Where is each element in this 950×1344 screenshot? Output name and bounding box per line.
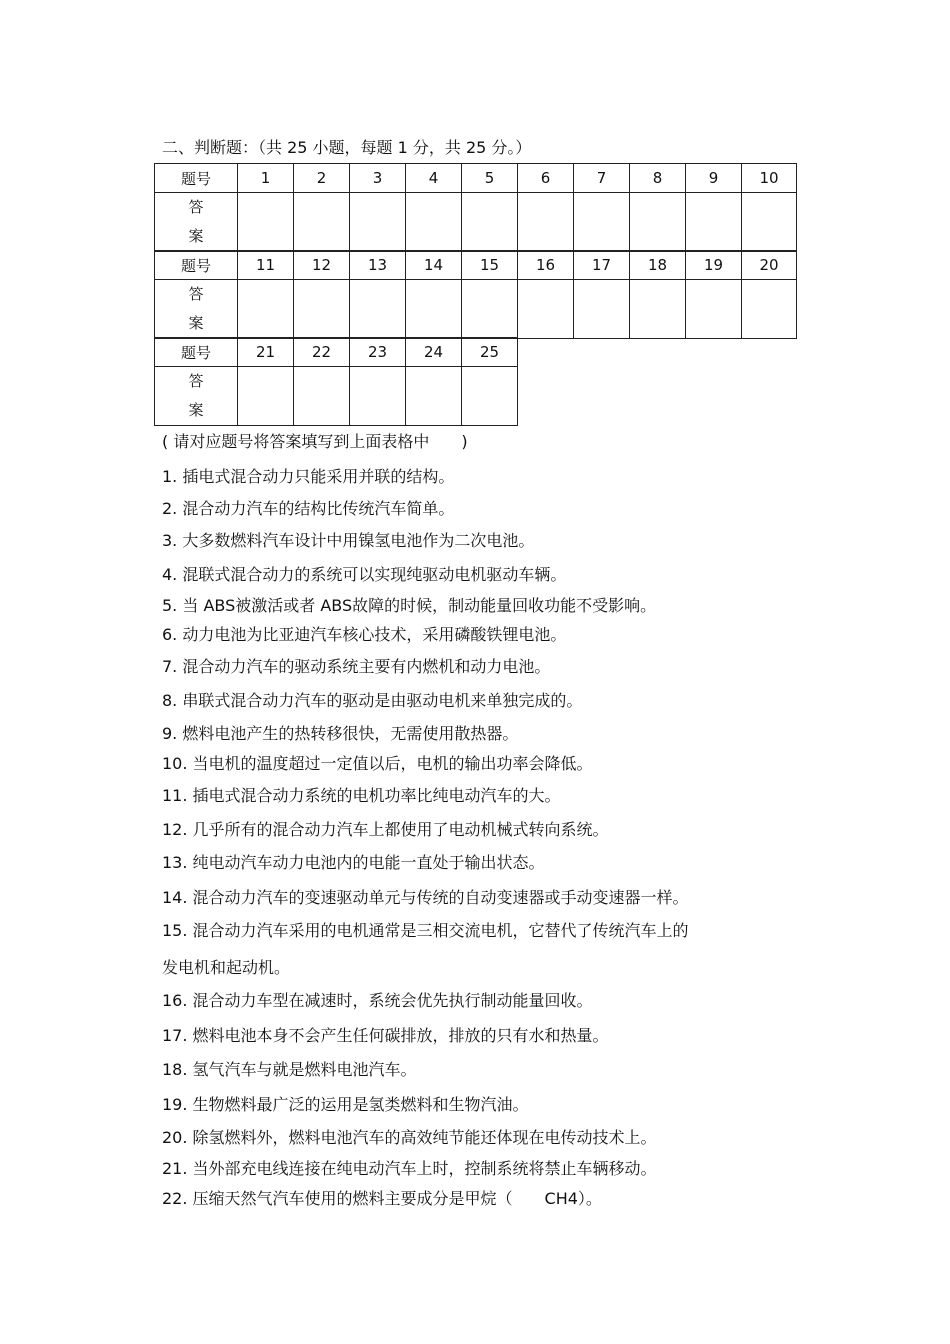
question-number-cell: 18 (630, 251, 686, 280)
answer-cell-20[interactable] (742, 280, 797, 339)
question-item: 16. 混合动力车型在减速时，系统会优先执行制动能量回收。 (162, 991, 593, 1010)
answer-label-line2: 案 (188, 401, 204, 419)
question-number-cell: 23 (350, 338, 406, 367)
answer-cell-16[interactable] (518, 280, 574, 339)
question-number-cell: 5 (462, 164, 518, 193)
question-number-row (155, 251, 797, 280)
header-label: 题号 (155, 251, 238, 280)
question-number-cell: 16 (518, 251, 574, 280)
question-item: 22. 压缩天然气汽车使用的燃料主要成分是甲烷（ CH4）。 (162, 1189, 602, 1208)
answer-cell-14[interactable] (406, 280, 462, 339)
question-item: 发电机和起动机。 (162, 958, 291, 977)
question-number-cell: 25 (462, 338, 518, 367)
instruction-note: ( 请对应题号将答案填写到上面表格中 ) (162, 432, 468, 451)
answer-label-line1: 答 (188, 285, 204, 303)
question-number-cell: 13 (350, 251, 406, 280)
question-number-cell: 2 (294, 164, 350, 193)
answer-cell-9[interactable] (686, 193, 742, 252)
answer-cell-21[interactable] (238, 367, 294, 426)
question-number-cell: 22 (294, 338, 350, 367)
question-item: 1. 插电式混合动力只能采用并联的结构。 (162, 467, 455, 486)
answer-label-line2: 案 (188, 227, 204, 245)
answer-cell-17[interactable] (574, 280, 630, 339)
answer-cell-24[interactable] (406, 367, 462, 426)
question-number-row (155, 338, 518, 367)
answer-cell-12[interactable] (294, 280, 350, 339)
question-number-cell: 10 (742, 164, 797, 193)
question-item: 12. 几乎所有的混合动力汽车上都使用了电动机械式转向系统。 (162, 820, 609, 839)
answer-cell-13[interactable] (350, 280, 406, 339)
question-number-cell: 9 (686, 164, 742, 193)
question-number-cell: 15 (462, 251, 518, 280)
question-item: 17. 燃料电池本身不会产生任何碳排放，排放的只有水和热量。 (162, 1026, 609, 1045)
answer-cell-7[interactable] (574, 193, 630, 252)
question-number-cell: 7 (574, 164, 630, 193)
question-item: 18. 氢气汽车与就是燃料电池汽车。 (162, 1060, 417, 1079)
question-number-cell: 14 (406, 251, 462, 280)
question-number-cell: 11 (238, 251, 294, 280)
answer-label (155, 367, 238, 426)
question-number-cell: 17 (574, 251, 630, 280)
answer-cell-10[interactable] (742, 193, 797, 252)
answer-cell-18[interactable] (630, 280, 686, 339)
answer-label (155, 280, 238, 339)
header-label: 题号 (155, 164, 238, 193)
answer-cell-11[interactable] (238, 280, 294, 339)
question-item: 5. 当 ABS被激活或者 ABS故障的时候，制动能量回收功能不受影响。 (162, 596, 657, 615)
answer-cell-25[interactable] (462, 367, 518, 426)
answer-cell-8[interactable] (630, 193, 686, 252)
answer-table-group-3 (154, 337, 518, 426)
question-number-cell: 6 (518, 164, 574, 193)
question-item: 19. 生物燃料最广泛的运用是氢类燃料和生物汽油。 (162, 1095, 529, 1114)
question-number-cell: 19 (686, 251, 742, 280)
answer-cell-4[interactable] (406, 193, 462, 252)
answer-row (155, 280, 797, 339)
header-label: 题号 (155, 338, 238, 367)
answer-row (155, 367, 518, 426)
question-number-cell: 3 (350, 164, 406, 193)
answer-cell-19[interactable] (686, 280, 742, 339)
answer-cell-3[interactable] (350, 193, 406, 252)
question-item: 10. 当电机的温度超过一定值以后，电机的输出功率会降低。 (162, 754, 593, 773)
answer-cell-15[interactable] (462, 280, 518, 339)
answer-label-line1: 答 (188, 372, 204, 390)
answer-cell-23[interactable] (350, 367, 406, 426)
answer-cell-6[interactable] (518, 193, 574, 252)
answer-cell-1[interactable] (238, 193, 294, 252)
question-item: 9. 燃料电池产生的热转移很快，无需使用散热器。 (162, 724, 519, 743)
answer-table-group-1 (154, 163, 797, 252)
question-number-cell: 20 (742, 251, 797, 280)
question-number-cell: 12 (294, 251, 350, 280)
question-item: 4. 混联式混合动力的系统可以实现纯驱动电机驱动车辆。 (162, 565, 567, 584)
question-item: 8. 串联式混合动力汽车的驱动是由驱动电机来单独完成的。 (162, 691, 583, 710)
question-item: 3. 大多数燃料汽车设计中用镍氢电池作为二次电池。 (162, 531, 535, 550)
section-title: 二、判断题：（共 25 小题，每题 1 分，共 25 分。） (162, 138, 532, 157)
answer-table-group-2 (154, 250, 797, 339)
question-item: 2. 混合动力汽车的结构比传统汽车简单。 (162, 499, 455, 518)
question-number-row (155, 164, 797, 193)
question-number-cell: 8 (630, 164, 686, 193)
answer-label-line2: 案 (188, 314, 204, 332)
question-item: 21. 当外部充电线连接在纯电动汽车上时，控制系统将禁止车辆移动。 (162, 1159, 657, 1178)
answer-cell-5[interactable] (462, 193, 518, 252)
question-item: 7. 混合动力汽车的驱动系统主要有内燃机和动力电池。 (162, 657, 551, 676)
answer-cell-2[interactable] (294, 193, 350, 252)
question-number-cell: 1 (238, 164, 294, 193)
answer-cell-22[interactable] (294, 367, 350, 426)
answer-label (155, 193, 238, 252)
question-item: 13. 纯电动汽车动力电池内的电能一直处于输出状态。 (162, 853, 545, 872)
question-number-cell: 24 (406, 338, 462, 367)
question-item: 15. 混合动力汽车采用的电机通常是三相交流电机，它替代了传统汽车上的 (162, 921, 689, 940)
question-item: 6. 动力电池为比亚迪汽车核心技术，采用磷酸铁锂电池。 (162, 625, 567, 644)
question-item: 11. 插电式混合动力系统的电机功率比纯电动汽车的大。 (162, 786, 561, 805)
question-number-cell: 21 (238, 338, 294, 367)
question-item: 14. 混合动力汽车的变速驱动单元与传统的自动变速器或手动变速器一样。 (162, 888, 689, 907)
question-number-cell: 4 (406, 164, 462, 193)
answer-row (155, 193, 797, 252)
answer-label-line1: 答 (188, 198, 204, 216)
question-item: 20. 除氢燃料外，燃料电池汽车的高效纯节能还体现在电传动技术上。 (162, 1128, 657, 1147)
